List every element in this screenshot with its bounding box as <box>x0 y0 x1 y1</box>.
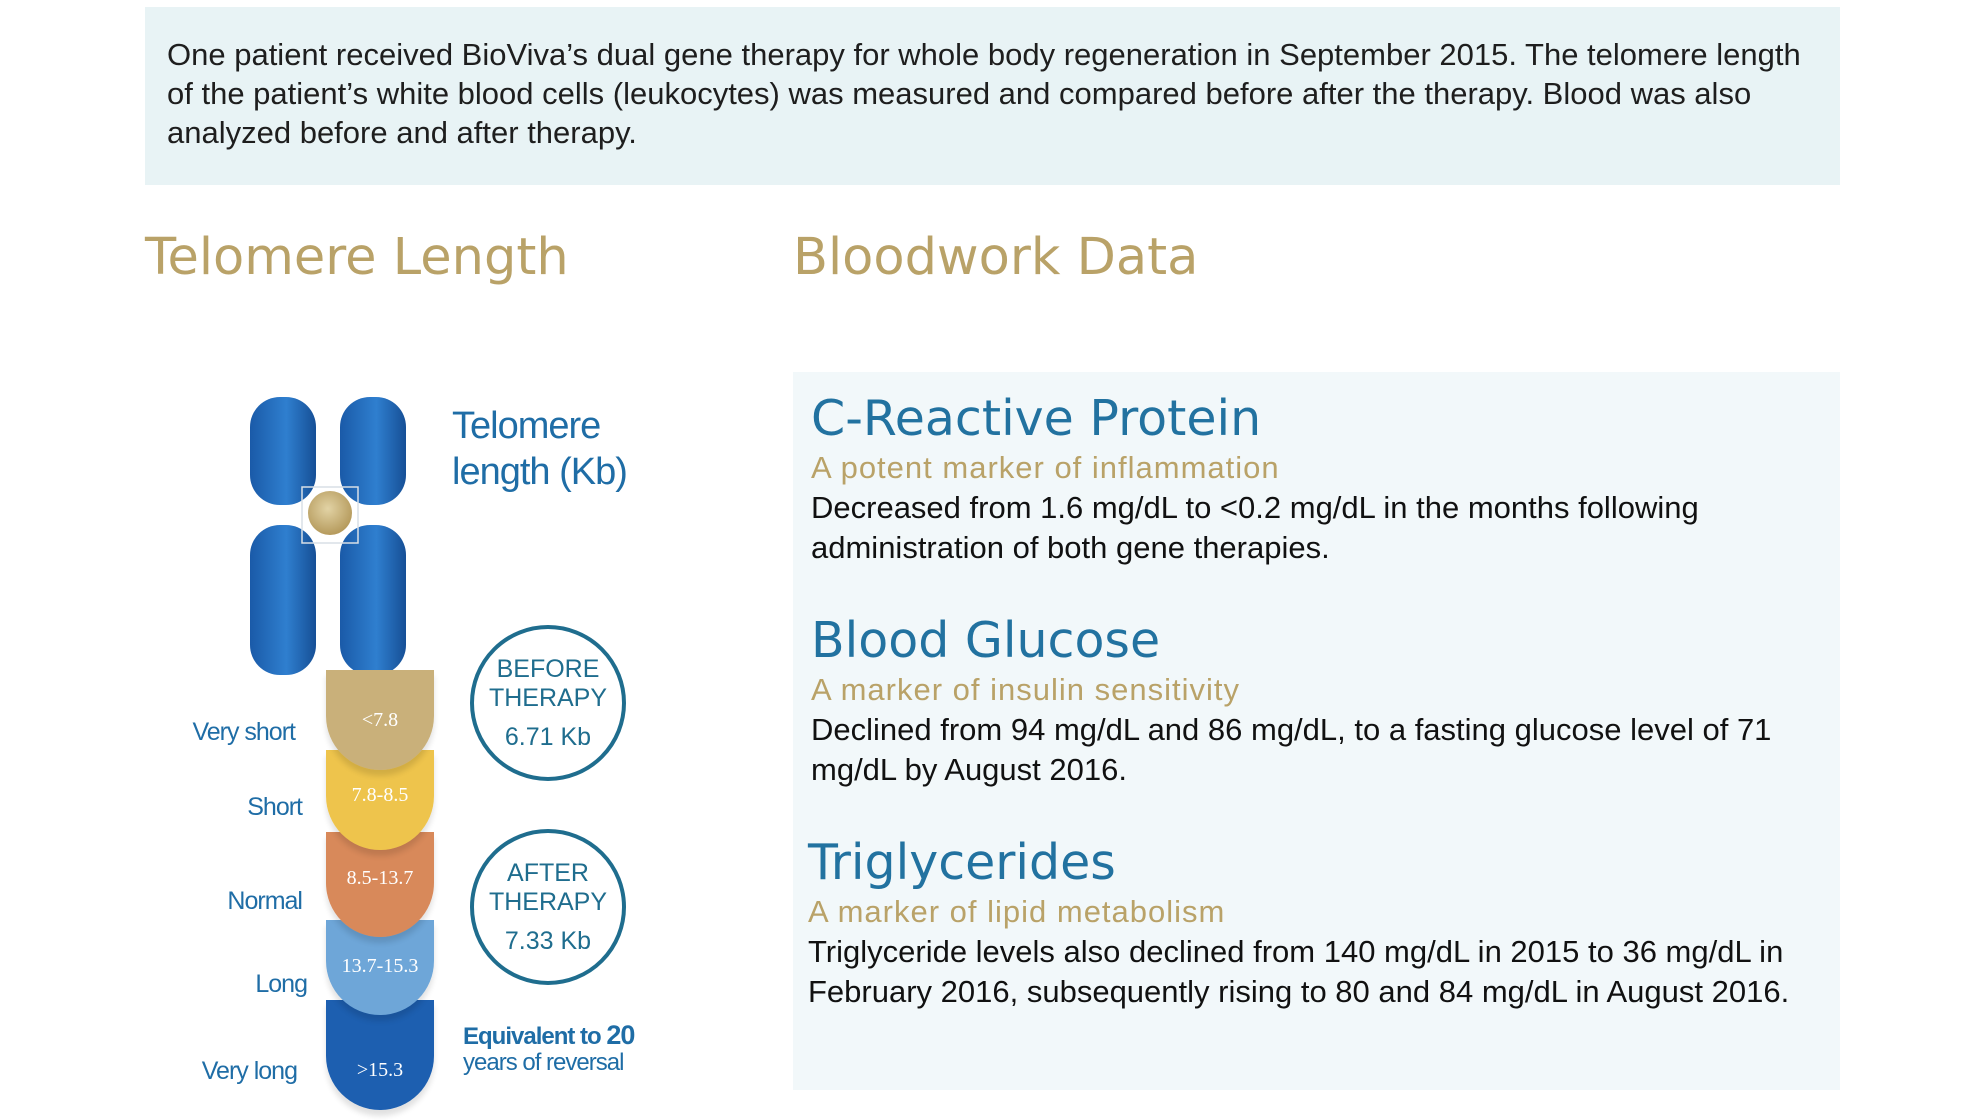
metric-subtitle: A marker of lipid metabolism <box>808 894 1226 929</box>
category-label-very-short: Very short <box>192 718 295 746</box>
metric-description: Decreased from 1.6 mg/dL to <0.2 mg/dL in the months following administration of both gene therapies. <box>811 490 1699 565</box>
chromatid-upper-left <box>250 397 316 505</box>
metric-title: Blood Glucose <box>811 612 1161 669</box>
metric-crp <box>811 390 1821 568</box>
chromatid-lower-left <box>250 525 316 675</box>
chromatid-upper-right <box>340 397 406 505</box>
metric-description: Declined from 94 mg/dL and 86 mg/dL, to a fasting glucose level of 71 mg/dL by August 2016. <box>811 712 1772 787</box>
range-long: 13.7-15.3 <box>341 955 419 977</box>
before-value: 6.71 Kb <box>504 722 592 751</box>
telomere-length-label-line1: Telomere <box>452 405 601 447</box>
centromere <box>308 491 352 535</box>
intro-text: One patient received BioViva’s dual gene therapy for whole body regeneration in September 2015. The telomere length of the patient’s white blood cells (leukocytes) was measured and compared before after the therapy. Blood was also analyzed before and after therapy. <box>167 37 1801 150</box>
range-short: 7.8-8.5 <box>351 783 409 806</box>
intro-box <box>145 7 1840 185</box>
metric-description: Triglyceride levels also declined from 140 mg/dL in 2015 to 36 mg/dL in February 2016, subsequently rising to 80 and 84 mg/dL in August 2016. <box>808 934 1790 1009</box>
after-line2: THERAPY <box>488 887 608 916</box>
equivalent-prefix: Equivalent to <box>463 1023 607 1050</box>
equivalent-note <box>463 1022 634 1076</box>
chromatid-lower-right <box>340 525 406 675</box>
equivalent-years: 20 <box>606 1020 635 1050</box>
after-therapy-badge <box>470 829 626 985</box>
before-therapy-badge <box>470 625 626 781</box>
telomere-scale <box>320 670 440 1120</box>
metric-title: C-Reactive Protein <box>811 390 1262 447</box>
category-label-long: Long <box>255 970 307 998</box>
metric-triglycerides <box>808 834 1818 1012</box>
metric-subtitle: A potent marker of inflammation <box>811 450 1280 485</box>
after-value: 7.33 Kb <box>504 926 592 955</box>
bloodwork-section-title: Bloodwork Data <box>793 228 1199 287</box>
before-line2: THERAPY <box>488 683 608 712</box>
equivalent-line2: years of reversal <box>463 1049 624 1076</box>
telomere-section-title: Telomere Length <box>145 228 569 287</box>
range-very-long: >15.3 <box>356 1058 404 1081</box>
category-label-short: Short <box>247 793 302 821</box>
range-very-short: <7.8 <box>361 708 399 731</box>
metric-title: Triglycerides <box>808 834 1116 891</box>
segment-very-long <box>326 1000 434 1110</box>
category-label-very-long: Very long <box>201 1057 297 1085</box>
range-normal: 8.5-13.7 <box>346 867 414 889</box>
metric-blood-glucose <box>811 612 1821 790</box>
after-line1: AFTER <box>507 858 589 887</box>
telomere-length-label-line2: length (Kb) <box>452 451 627 493</box>
telomere-length-label <box>452 403 627 495</box>
before-line1: BEFORE <box>496 654 600 683</box>
metric-subtitle: A marker of insulin sensitivity <box>811 672 1240 707</box>
bloodwork-panel <box>793 372 1840 1090</box>
category-label-normal: Normal <box>227 887 302 915</box>
chromosome-illustration <box>240 385 440 685</box>
